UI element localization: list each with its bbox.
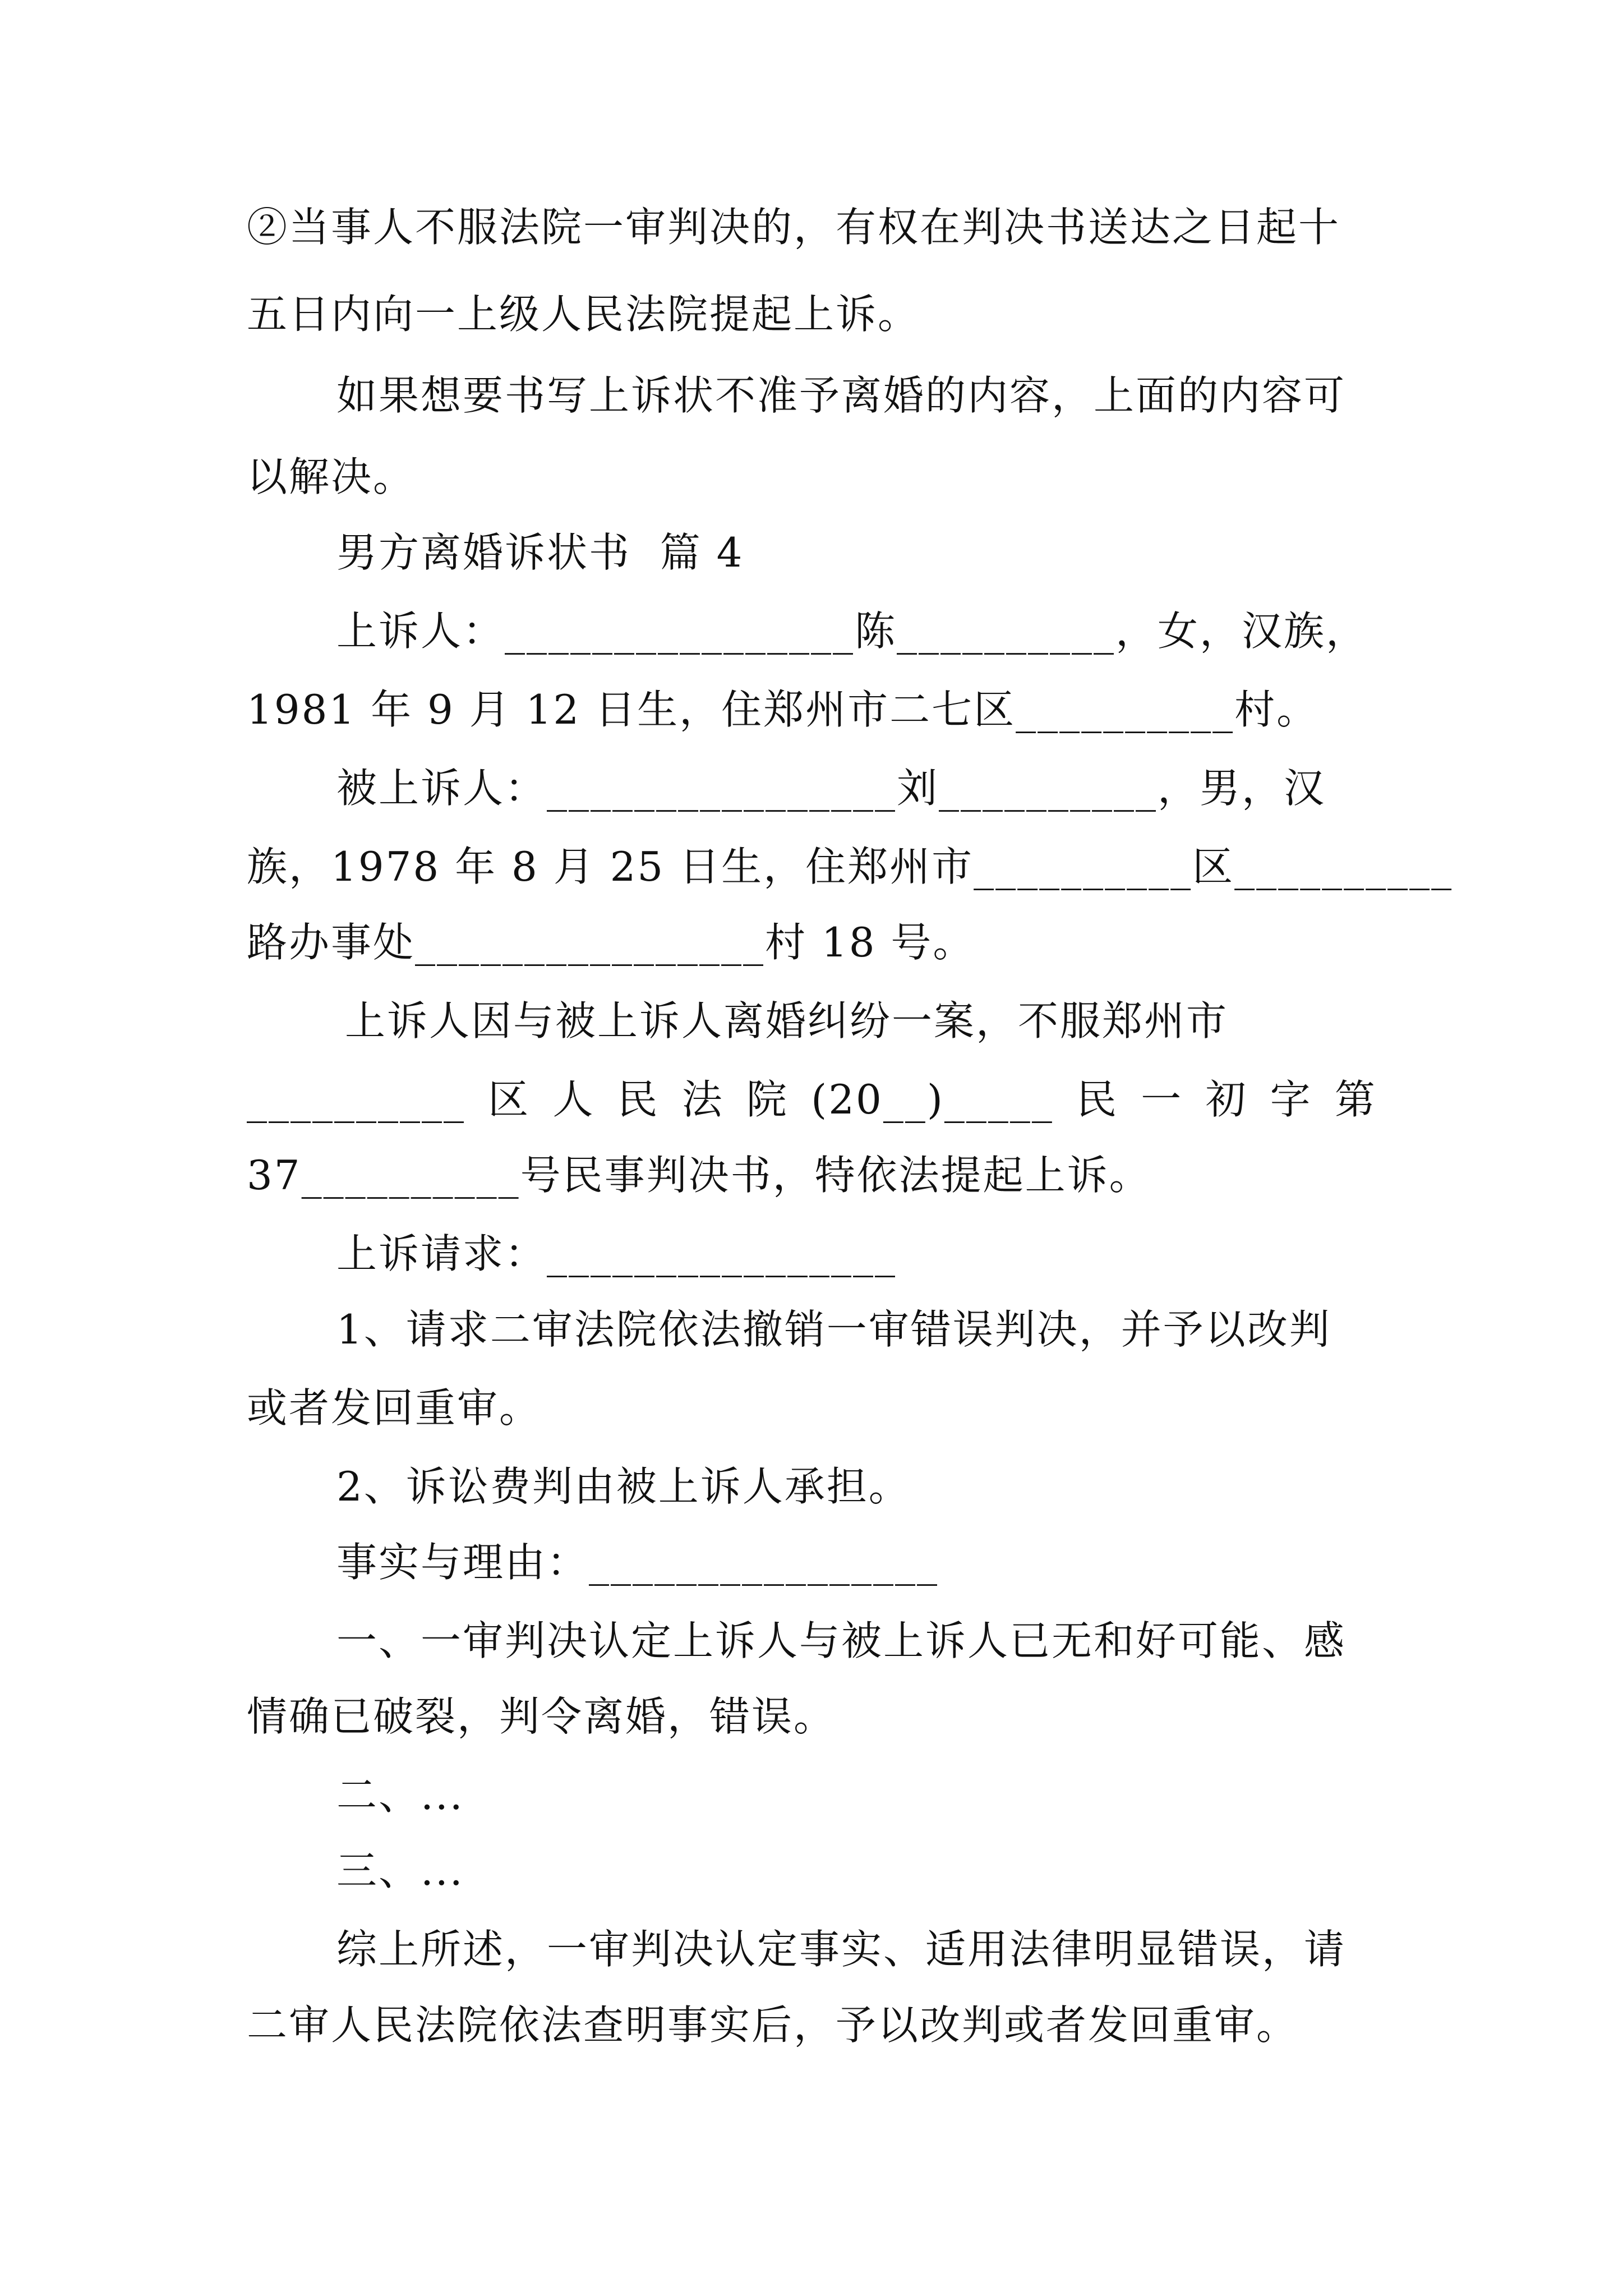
text-line: 2、诉讼费判由被上诉人承担。 <box>336 1463 911 1510</box>
justified-segment: 民 <box>617 1076 660 1123</box>
text-line: 一、一审判决认定上诉人与被上诉人已无和好可能、感 <box>336 1617 1347 1664</box>
text-line: 上诉人因与被上诉人离婚纠纷一案，不服郑州市 <box>345 997 1229 1045</box>
text-line: 事实与理由：________________ <box>336 1539 939 1586</box>
text-line: 二、... <box>336 1772 464 1819</box>
text-line: 上诉人：________________陈__________，女，汉族， <box>336 608 1368 655</box>
text-line: 综上所述，一审判决认定事实、适用法律明显错误，请 <box>336 1926 1347 1973</box>
text-line: 被上诉人：________________刘__________，男，汉 <box>336 765 1326 812</box>
text-line: 路办事处________________村 18 号。 <box>247 919 975 966</box>
justified-segment: (20__)_____ <box>811 1076 1054 1123</box>
justified-segment: 区 <box>488 1076 531 1123</box>
text-line: 三、... <box>336 1847 464 1894</box>
text-line: 1981 年 9 月 12 日生，住郑州市二七区__________村。 <box>247 686 1319 733</box>
justified-segment: 院 <box>746 1076 789 1123</box>
text-line: 二审人民法院依法查明事实后，予以改判或者发回重审。 <box>247 2001 1299 2049</box>
text-line: 如果想要书写上诉状不准予离婚的内容，上面的内容可 <box>336 372 1347 419</box>
text-line: ②当事人不服法院一审判决的，有权在判决书送达之日起十 <box>247 204 1341 251</box>
text-line: 1、请求二审法院依法撤销一审错误判决，并予以改判 <box>336 1306 1331 1353</box>
text-line: 族，1978 年 8 月 25 日生，住郑州市__________区__________ <box>247 843 1454 890</box>
justified-segment: 民 <box>1076 1076 1119 1123</box>
justified-segment: 第 <box>1334 1076 1377 1123</box>
justified-segment: 人 <box>552 1076 595 1123</box>
text-line: 上诉请求：________________ <box>336 1230 897 1277</box>
text-line: 五日内向一上级人民法院提起上诉。 <box>247 291 920 338</box>
text-line: 或者发回重审。 <box>247 1384 542 1432</box>
justified-line <box>247 1071 1377 1128</box>
text-line: 以解决。 <box>247 453 416 500</box>
justified-segment: 字 <box>1270 1076 1312 1123</box>
section-heading: 男方离婚诉状书 篇 4 <box>336 529 744 576</box>
text-line: 情确已破裂，判令离婚，错误。 <box>247 1693 836 1740</box>
text-line: 37__________号民事判决书，特依法提起上诉。 <box>247 1152 1151 1199</box>
justified-segment: 法 <box>681 1076 724 1123</box>
justified-segment: __________ <box>247 1076 465 1123</box>
justified-segment: 初 <box>1205 1076 1248 1123</box>
justified-segment: 一 <box>1141 1076 1183 1123</box>
